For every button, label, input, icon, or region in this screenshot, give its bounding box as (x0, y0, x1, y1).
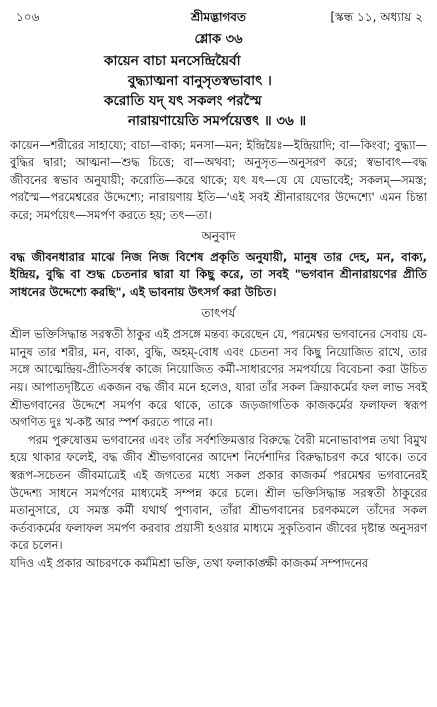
purport-paragraph-3: যদিও এই প্রকার আচরণকে কর্মমিশ্রা ভক্তি, তথা ফলাকাঙ্ক্ষী কাজকর্ম সম্পাদনের (10, 555, 369, 570)
page-header (10, 6, 427, 28)
purport-paragraph-2: পরম পুরুষোত্তম ভগবানের এবং তাঁর সর্বশক্তিমত্তার বিরুদ্ধে বৈরী মনোভাবাপন্ন তথা বিমুখ হয়ে থাকার ফলেই, বদ্ধ জীব শ্রীভগবানের আদেশ নির্দেশাদির বিরুদ্ধাচরণ করে থাকে। তবে স্বরূপ-সচেতন জীবমাত্রেই এই জগতের মধ্যে সকল প্রকার কাজকর্ম পরমেশ্বর ভগবানেরই উদ্দেশ্য সাধনে সমর্পণের মাধ্যমেই সম্পন্ন করে চলে। শ্রীল ভক্তিসিদ্ধান্ত সরস্বতী ঠাকুরের মতানুসারে, যে সমস্ত কর্মী যথার্থ পুণ্যবান, তাঁরা শ্রীভগবানের চরণকমলে তাঁদের সকল কর্তব্যকর্মের ফলাফল সমর্পণ করবার প্রয়াসী হওয়ার মাধ্যমে সুকৃতিবান জীবের দৃষ্টান্ত অনুসরণ করে চলেন। (10, 432, 427, 553)
verse-line-4: নারায়ণায়েতি সমর্পয়েত্তৎ ॥ ৩৬ ॥ (128, 113, 307, 129)
verse-line-2: বুদ্ধ্যাত্মনা বানুসৃতস্বভাবাৎ । (128, 73, 272, 89)
book-title: শ্রীমদ্ভাগবত (190, 10, 246, 24)
chapter-reference: [স্কন্ধ ১১, অধ্যায় ২ (330, 10, 423, 24)
verse-line-3: করোতি যদ্‌ যৎ সকলং পরস্মৈ (104, 93, 262, 109)
translation-text: বদ্ধ জীবনধারার মাঝে নিজ নিজ বিশেষ প্রকৃতি অনুযায়ী, মানুষ তার দেহ, মন, বাক্য, ইন্দ্রিয়, বুদ্ধি বা শুদ্ধ চেতনার দ্বারা যা কিছু করে, তা সবই "ভগবান শ্রীনারায়ণের প্রীতি সাধনের উদ্দেশ্যে করছি", এই ভাবনায় উৎসর্গ করা উচিত। (10, 250, 427, 299)
purport-body (10, 326, 427, 572)
verse-line-1: কায়েন বাচা মনসেন্দ্রিয়ৈর্বা (104, 53, 241, 69)
page-number: ১০৬ (16, 10, 40, 24)
translation-heading: অনুবাদ (201, 229, 236, 244)
word-by-word-synonyms: কায়েন—শরীরের সাহায্যে; বাচা—বাক্য; মনসা—মন; ইন্দ্রিয়ৈঃ—ইন্দ্রিয়াদি; বা—কিংবা; বুদ্ধ্যা—বুদ্ধির দ্বারা; আত্মনা—শুদ্ধ চিত্তে; বা—অথবা; অনুসৃত—অনুসরণ করে; স্বভাবাৎ—বদ্ধ জীবনের স্বভাব অনুযায়ী; করোতি—করে থাকে; যৎ যৎ—যে যে যেভাবেই; সকলম্—সমস্ত; পরস্মৈ—পরমেশ্বরের উদ্দেশ্যে; নারায়ণায় ইতি—'এই সবই শ্রীনারায়ণের উদ্দেশ্যে' এমন চিন্তা করে; সমর্পয়েৎ—সমর্পণ করতে হয়; তৎ—তা। (10, 138, 427, 222)
purport-heading: তাৎপর্য (201, 306, 236, 321)
purport-paragraph-1: শ্রীল ভক্তিসিদ্ধান্ত সরস্বতী ঠাকুর এই প্রসঙ্গে মন্তব্য করেছেন যে, পরমেশ্বর ভগবানের সেবায় যে-মানুষ তার শরীর, মন, বাক্য, বুদ্ধি, অহম্‌-বোধ এবং চেতনা সব কিছু নিয়োজিত রাখে, তার সঙ্গে আত্মেন্দ্রিয়-প্রীতিসর্বস্ব কাজে নিয়োজিত কর্মী-সাধারণের সমপর্যায়ে বিবেচনা করা উচিত নয়। আপাতদৃষ্টিতে একজন বদ্ধ জীব মনে হলেও, যারা তাঁর সকল ক্রিয়াকর্মের ফল লাভ সবই শ্রীভগবানের উদ্দেশে সমর্পণ করে থাকে, তাকে জড়জাগতিক কাজকর্মের ফলাফল স্বরূপ অগণিত দুঃ খ-কষ্ট আর স্পর্শ করতে পারে না। (10, 327, 427, 430)
verse-number: শ্লোক ৩৬ (194, 32, 243, 47)
